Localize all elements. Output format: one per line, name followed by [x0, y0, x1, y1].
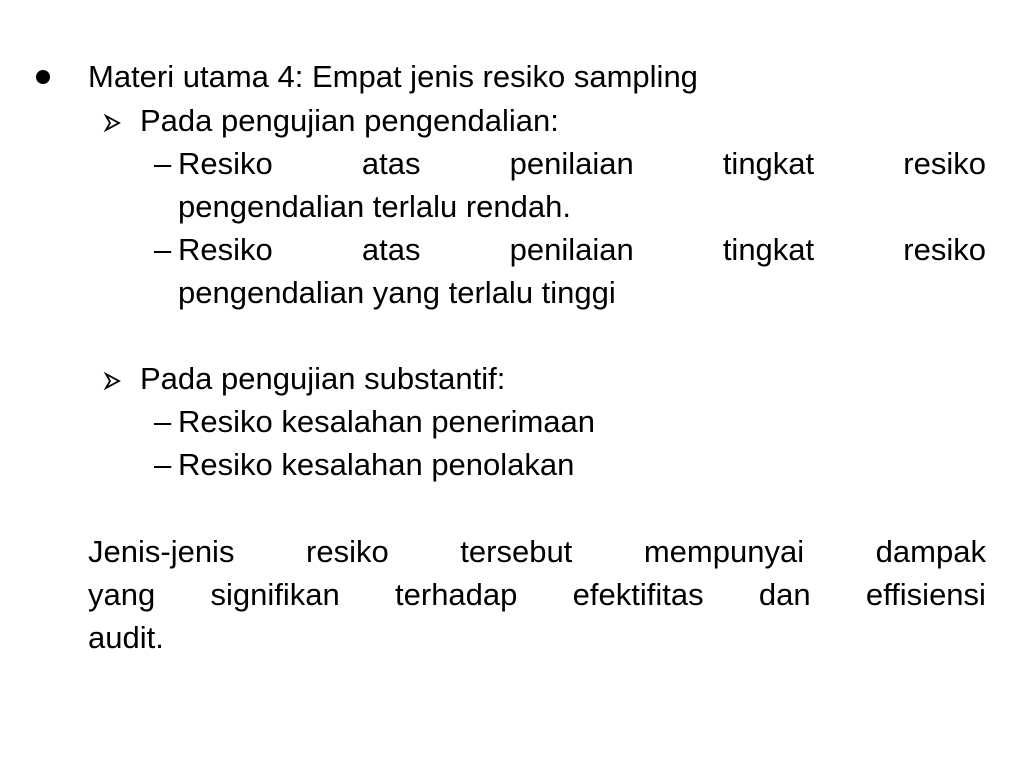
list-item: Resiko kesalahan penolakan [178, 447, 575, 482]
list-item-line [178, 230, 986, 270]
word: penilaian [509, 146, 634, 181]
word: Jenis-jenis [88, 534, 235, 569]
dash-bullet-icon: – [154, 447, 172, 482]
arrow-bullet-icon [102, 370, 124, 392]
word: resiko [306, 534, 389, 569]
word: Resiko [178, 146, 273, 181]
word: Resiko [178, 232, 273, 267]
word: terhadap [395, 577, 518, 612]
section-heading: Pada pengujian pengendalian: [140, 103, 559, 138]
list-item-continuation: pengendalian yang terlalu tinggi [178, 275, 616, 310]
word: efektifitas [572, 577, 704, 612]
dash-bullet-icon: – [154, 146, 172, 181]
section-heading: Pada pengujian substantif: [140, 361, 506, 396]
word: effisiensi [865, 577, 986, 612]
word: yang [88, 577, 156, 612]
word: dampak [875, 534, 986, 569]
word: atas [361, 146, 421, 181]
list-item-continuation: pengendalian terlalu rendah. [178, 189, 571, 224]
word: resiko [903, 232, 986, 267]
conclusion-line [88, 532, 986, 572]
list-item-line [178, 144, 986, 184]
dash-bullet-icon: – [154, 232, 172, 267]
list-item: Resiko kesalahan penerimaan [178, 404, 596, 439]
word: tingkat [722, 232, 815, 267]
word: signifikan [210, 577, 340, 612]
word: atas [361, 232, 421, 267]
word: tingkat [722, 146, 815, 181]
conclusion-line [88, 575, 986, 615]
word: dan [758, 577, 811, 612]
word: mempunyai [643, 534, 805, 569]
main-point: Materi utama 4: Empat jenis resiko sampling [88, 59, 698, 94]
bullet-dot-icon [36, 70, 50, 84]
word: resiko [903, 146, 986, 181]
conclusion-line-last: audit. [88, 620, 164, 655]
word: penilaian [509, 232, 634, 267]
arrow-bullet-icon [102, 112, 124, 134]
dash-bullet-icon: – [154, 404, 172, 439]
word: tersebut [460, 534, 573, 569]
